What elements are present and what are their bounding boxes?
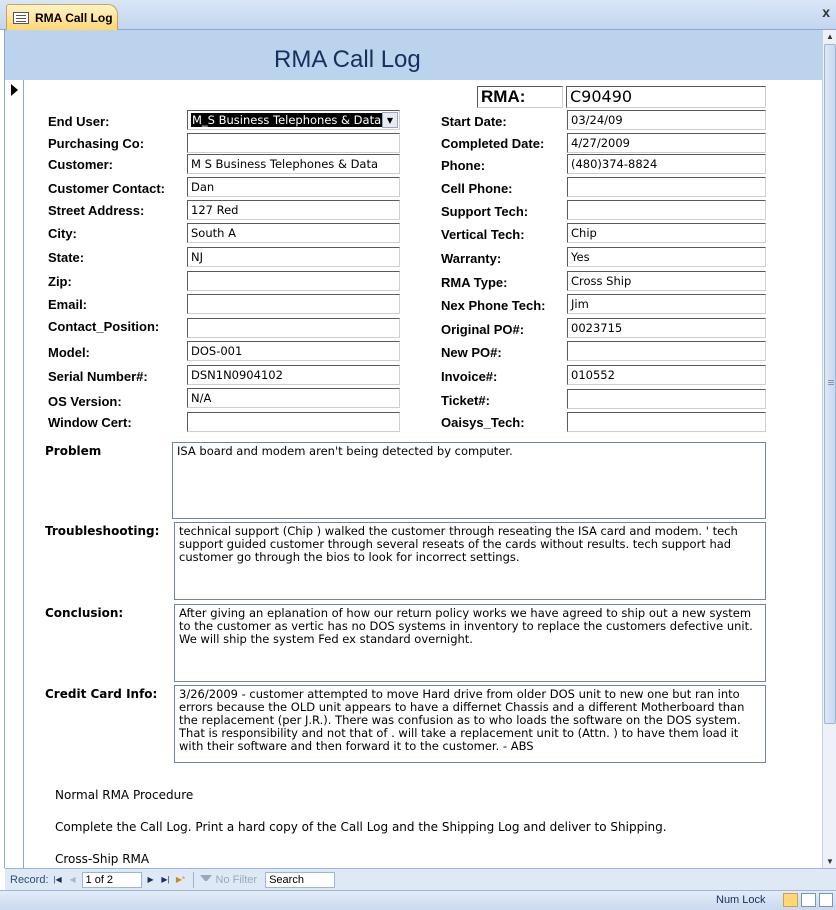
- datasheet-view-icon[interactable]: [801, 893, 816, 907]
- record-label: Record:: [10, 873, 49, 886]
- nex-phone-tech-field[interactable]: Jim: [567, 294, 766, 314]
- label-phone: Phone:: [441, 158, 486, 173]
- close-icon[interactable]: x: [822, 4, 830, 20]
- label-state: State:: [48, 250, 85, 265]
- end-user-combo[interactable]: [187, 110, 400, 130]
- search-input[interactable]: Search: [265, 872, 335, 888]
- label-oaisys-tech: Oaisys_Tech:: [441, 415, 525, 430]
- start-date-field[interactable]: 03/24/09: [567, 110, 766, 130]
- previous-record-icon[interactable]: ◀: [69, 874, 76, 884]
- zip-field[interactable]: [187, 271, 400, 291]
- label-purchasing-co: Purchasing Co:: [48, 136, 145, 151]
- end-user-value: M_S Business Telephones & Data: [192, 113, 382, 127]
- next-record-icon[interactable]: ▶: [147, 874, 154, 884]
- vertical-scrollbar[interactable]: [822, 30, 836, 868]
- problem-textarea[interactable]: ISA board and modem aren't being detected by computer.: [172, 442, 766, 519]
- label-window-cert: Window Cert:: [48, 415, 132, 430]
- problem-label: Problem: [45, 444, 102, 458]
- warranty-field[interactable]: Yes: [567, 247, 766, 267]
- record-position-input[interactable]: 1 of 2: [82, 872, 142, 888]
- new-po-field[interactable]: [567, 341, 766, 361]
- troubleshooting-textarea[interactable]: technical support (Chip ) walked the customer through reseating the ISA card and modem. ' tech support guided customer through several reseats of the cards without results. tech support had customer go through the bios to look for incorrect settings.: [174, 522, 766, 600]
- label-contact-position: Contact_Position:: [48, 319, 160, 334]
- form-icon: [13, 12, 29, 24]
- street-address-field[interactable]: 127 Red: [187, 200, 400, 220]
- conclusion-label: Conclusion:: [45, 606, 124, 620]
- city-field[interactable]: South A: [187, 223, 400, 243]
- serial-number-field[interactable]: DSN1N0904102: [187, 365, 400, 385]
- credit-card-label: Credit Card Info:: [45, 687, 158, 701]
- label-nex-phone-tech: Nex Phone Tech:: [441, 298, 546, 313]
- cross-ship-heading: Cross-Ship RMA: [55, 852, 150, 866]
- scroll-down-icon[interactable]: ▼: [826, 857, 834, 866]
- invoice-field[interactable]: 010552: [567, 365, 766, 385]
- purchasing-co-field[interactable]: [187, 133, 400, 153]
- rma-type-field[interactable]: Cross Ship: [567, 271, 766, 291]
- phone-field[interactable]: (480)374-8824: [567, 154, 766, 174]
- chevron-down-icon[interactable]: ▼: [382, 112, 398, 128]
- tab-label: RMA Call Log: [35, 10, 113, 25]
- os-version-field[interactable]: N/A: [187, 388, 400, 408]
- label-start-date: Start Date:: [441, 114, 507, 129]
- no-filter-label: No Filter: [215, 873, 258, 886]
- model-field[interactable]: DOS-001: [187, 341, 400, 361]
- form-view-icon[interactable]: [783, 893, 798, 907]
- first-record-icon[interactable]: |◀: [53, 874, 62, 884]
- label-invoice: Invoice#:: [441, 369, 498, 384]
- document-tab-bar: [0, 0, 836, 30]
- grip-icon: [828, 380, 834, 381]
- contact-position-field[interactable]: [187, 318, 400, 338]
- label-model: Model:: [48, 345, 90, 360]
- rma-label: RMA:: [477, 86, 563, 108]
- last-record-icon[interactable]: ▶|: [161, 874, 170, 884]
- label-zip: Zip:: [48, 274, 72, 289]
- procedure-heading: Normal RMA Procedure: [55, 788, 194, 802]
- procedure-instructions: Complete the Call Log. Print a hard copy of the Call Log and the Shipping Log and deliver to Shipping.: [55, 820, 667, 834]
- label-customer-contact: Customer Contact:: [48, 181, 166, 196]
- vertical-tech-field[interactable]: Chip: [567, 223, 766, 243]
- label-email: Email:: [48, 297, 88, 312]
- ticket-field[interactable]: [567, 389, 766, 409]
- window-cert-field[interactable]: [187, 412, 400, 432]
- new-record-icon[interactable]: ▶*: [175, 874, 186, 884]
- cell-phone-field[interactable]: [567, 177, 766, 197]
- support-tech-field[interactable]: [567, 200, 766, 220]
- scroll-thumb[interactable]: [824, 44, 836, 724]
- original-po-field[interactable]: 0023715: [567, 318, 766, 338]
- no-filter-button[interactable]: [200, 874, 258, 886]
- label-completed-date: Completed Date:: [441, 136, 545, 151]
- state-field[interactable]: NJ: [187, 247, 400, 267]
- num-lock-indicator: Num Lock: [716, 894, 766, 906]
- label-city: City:: [48, 226, 77, 241]
- scroll-up-icon[interactable]: ▲: [826, 32, 834, 41]
- tab-rma-call-log[interactable]: [6, 4, 118, 30]
- filter-icon: [200, 875, 212, 885]
- label-vertical-tech: Vertical Tech:: [441, 227, 525, 242]
- rma-field[interactable]: C90490: [566, 86, 766, 108]
- record-navigation-bar: [5, 868, 836, 890]
- customer-contact-field[interactable]: Dan: [187, 177, 400, 197]
- credit-card-textarea[interactable]: 3/26/2009 - customer attempted to move Hard drive from older DOS unit to new one but ran into errors because the OLD unit appears to have a differnet Chassis and a different Motherboard than the replacement (per J.R.). There was confusion as to who loads the software on the DOS system. That is responsibility and not that of . will take a replacement unit to (Attn. ) to have them load it with their software and then forward it to the customer. - ABS: [174, 685, 766, 763]
- label-original-po: Original PO#:: [441, 322, 525, 337]
- email-field[interactable]: [187, 294, 400, 314]
- label-support-tech: Support Tech:: [441, 204, 529, 219]
- label-new-po: New PO#:: [441, 345, 502, 360]
- record-selector[interactable]: [5, 80, 24, 868]
- current-record-arrow-icon: [11, 84, 18, 96]
- separator: [193, 872, 194, 888]
- troubleshooting-label: Troubleshooting:: [45, 524, 160, 538]
- design-view-icon[interactable]: [819, 893, 833, 907]
- status-bar: [0, 890, 836, 910]
- label-warranty: Warranty:: [441, 251, 502, 266]
- label-cell-phone: Cell Phone:: [441, 181, 513, 196]
- label-serial-number: Serial Number#:: [48, 369, 148, 384]
- label-end-user: End User:: [48, 114, 110, 129]
- form-title: RMA Call Log: [274, 46, 421, 73]
- label-street-address: Street Address:: [48, 203, 145, 218]
- oaisys-tech-field[interactable]: [567, 412, 766, 432]
- label-os-version: OS Version:: [48, 394, 122, 409]
- customer-field[interactable]: M S Business Telephones & Data: [187, 154, 400, 174]
- label-customer: Customer:: [48, 157, 114, 172]
- completed-date-field[interactable]: 4/27/2009: [567, 133, 766, 153]
- conclusion-textarea[interactable]: After giving an eplanation of how our return policy works we have agreed to ship out a new system to the customer as vertic has no DOS systems in inventory to replace the customers defective unit. We will ship the system Fed ex standard overnight.: [174, 604, 766, 682]
- label-ticket: Ticket#:: [441, 393, 490, 408]
- label-rma-type: RMA Type:: [441, 275, 508, 290]
